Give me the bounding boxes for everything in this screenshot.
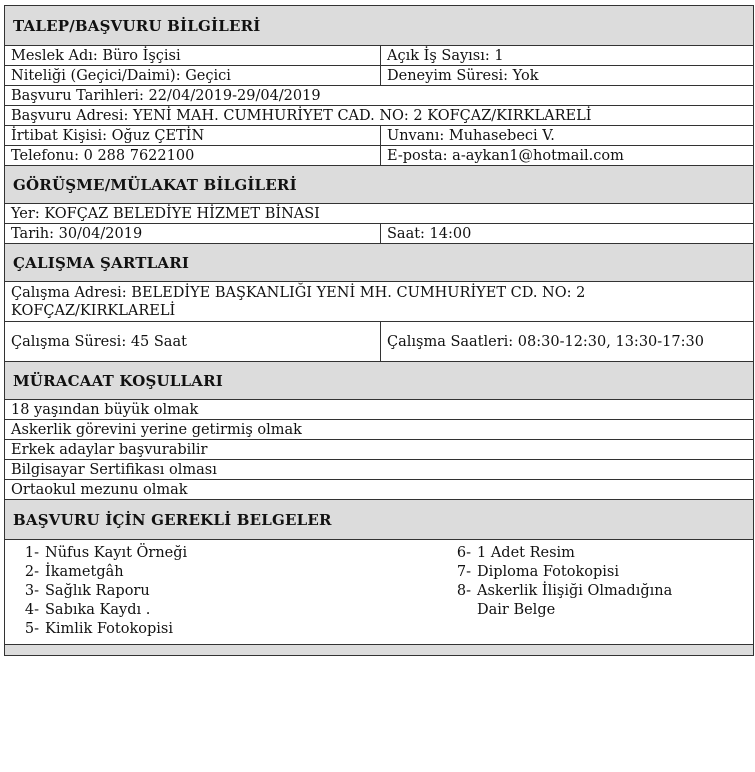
belge-item: 5- Kimlik Fotokopisi	[24, 621, 173, 637]
belge-item: 1- Nüfus Kayıt Örneği	[24, 545, 188, 561]
deneyim-field: Deneyim Süresi: Yok	[381, 66, 754, 86]
eposta-field: E-posta: a-aykan1@hotmail.com	[381, 146, 754, 166]
acik-is-field: Açık İş Sayısı: 1	[381, 46, 754, 66]
belge-item: 3- Sağlık Raporu	[24, 583, 150, 599]
telefon-field: Telefonu: 0 288 7622100	[5, 146, 381, 166]
belgeler-right-column	[445, 544, 672, 620]
belge-item: 7- Diploma Fotokopisi	[456, 564, 619, 580]
gorusme-saat-field: Saat: 14:00	[381, 224, 754, 244]
muracaat-item: Bilgisayar Sertifikası olması	[5, 460, 754, 480]
belgeler-list-cell	[5, 540, 754, 645]
muracaat-item: 18 yaşından büyük olmak	[5, 400, 754, 420]
section-muracaat-title: MÜRACAAT KOŞULLARI	[5, 362, 754, 400]
belge-item-continuation: Dair Belge	[477, 602, 556, 618]
section-talep-title: TALEP/BAŞVURU BİLGİLERİ	[5, 6, 754, 46]
calisma-saatleri-field: Çalışma Saatleri: 08:30-12:30, 13:30-17:30	[381, 322, 754, 362]
irtibat-kisisi-field: İrtibat Kişisi: Oğuz ÇETİN	[5, 126, 381, 146]
unvan-field: Unvanı: Muhasebeci V.	[381, 126, 754, 146]
belge-item: 2- İkametgâh	[24, 564, 124, 580]
section-gorusme-title: GÖRÜŞME/MÜLAKAT BİLGİLERİ	[5, 166, 754, 204]
belgeler-left-column	[5, 544, 187, 639]
calisma-adresi-field: Çalışma Adresi: BELEDİYE BAŞKANLIĞI YENİ MH. CUMHURİYET CD. NO: 2 KOFÇAZ/KIRKLARELİ	[5, 282, 754, 322]
gorusme-yer-field: Yer: KOFÇAZ BELEDİYE HİZMET BİNASI	[5, 204, 754, 224]
belge-item: 6- 1 Adet Resim	[456, 545, 575, 561]
muracaat-item: Erkek adaylar başvurabilir	[5, 440, 754, 460]
section-calisma-title: ÇALIŞMA ŞARTLARI	[5, 244, 754, 282]
gorusme-tarih-field: Tarih: 30/04/2019	[5, 224, 381, 244]
meslek-field: Meslek Adı: Büro İşçisi	[5, 46, 381, 66]
footer-band	[5, 645, 754, 656]
calisma-suresi-field: Çalışma Süresi: 45 Saat	[5, 322, 381, 362]
muracaat-item: Askerlik görevini yerine getirmiş olmak	[5, 420, 754, 440]
belge-item: 8- Askerlik İlişiği Olmadığına	[456, 583, 673, 599]
form-table	[4, 5, 754, 656]
muracaat-item: Ortaokul mezunu olmak	[5, 480, 754, 500]
basvuru-tarihleri-field: Başvuru Tarihleri: 22/04/2019-29/04/2019	[5, 86, 754, 106]
belge-item: 4- Sabıka Kaydı .	[24, 602, 151, 618]
basvuru-adresi-field: Başvuru Adresi: YENİ MAH. CUMHURİYET CAD. NO: 2 KOFÇAZ/KIRKLARELİ	[5, 106, 754, 126]
niteligi-field: Niteliği (Geçici/Daimi): Geçici	[5, 66, 381, 86]
job-posting-form	[4, 5, 753, 656]
section-belgeler-title: BAŞVURU İÇİN GEREKLİ BELGELER	[5, 500, 754, 540]
